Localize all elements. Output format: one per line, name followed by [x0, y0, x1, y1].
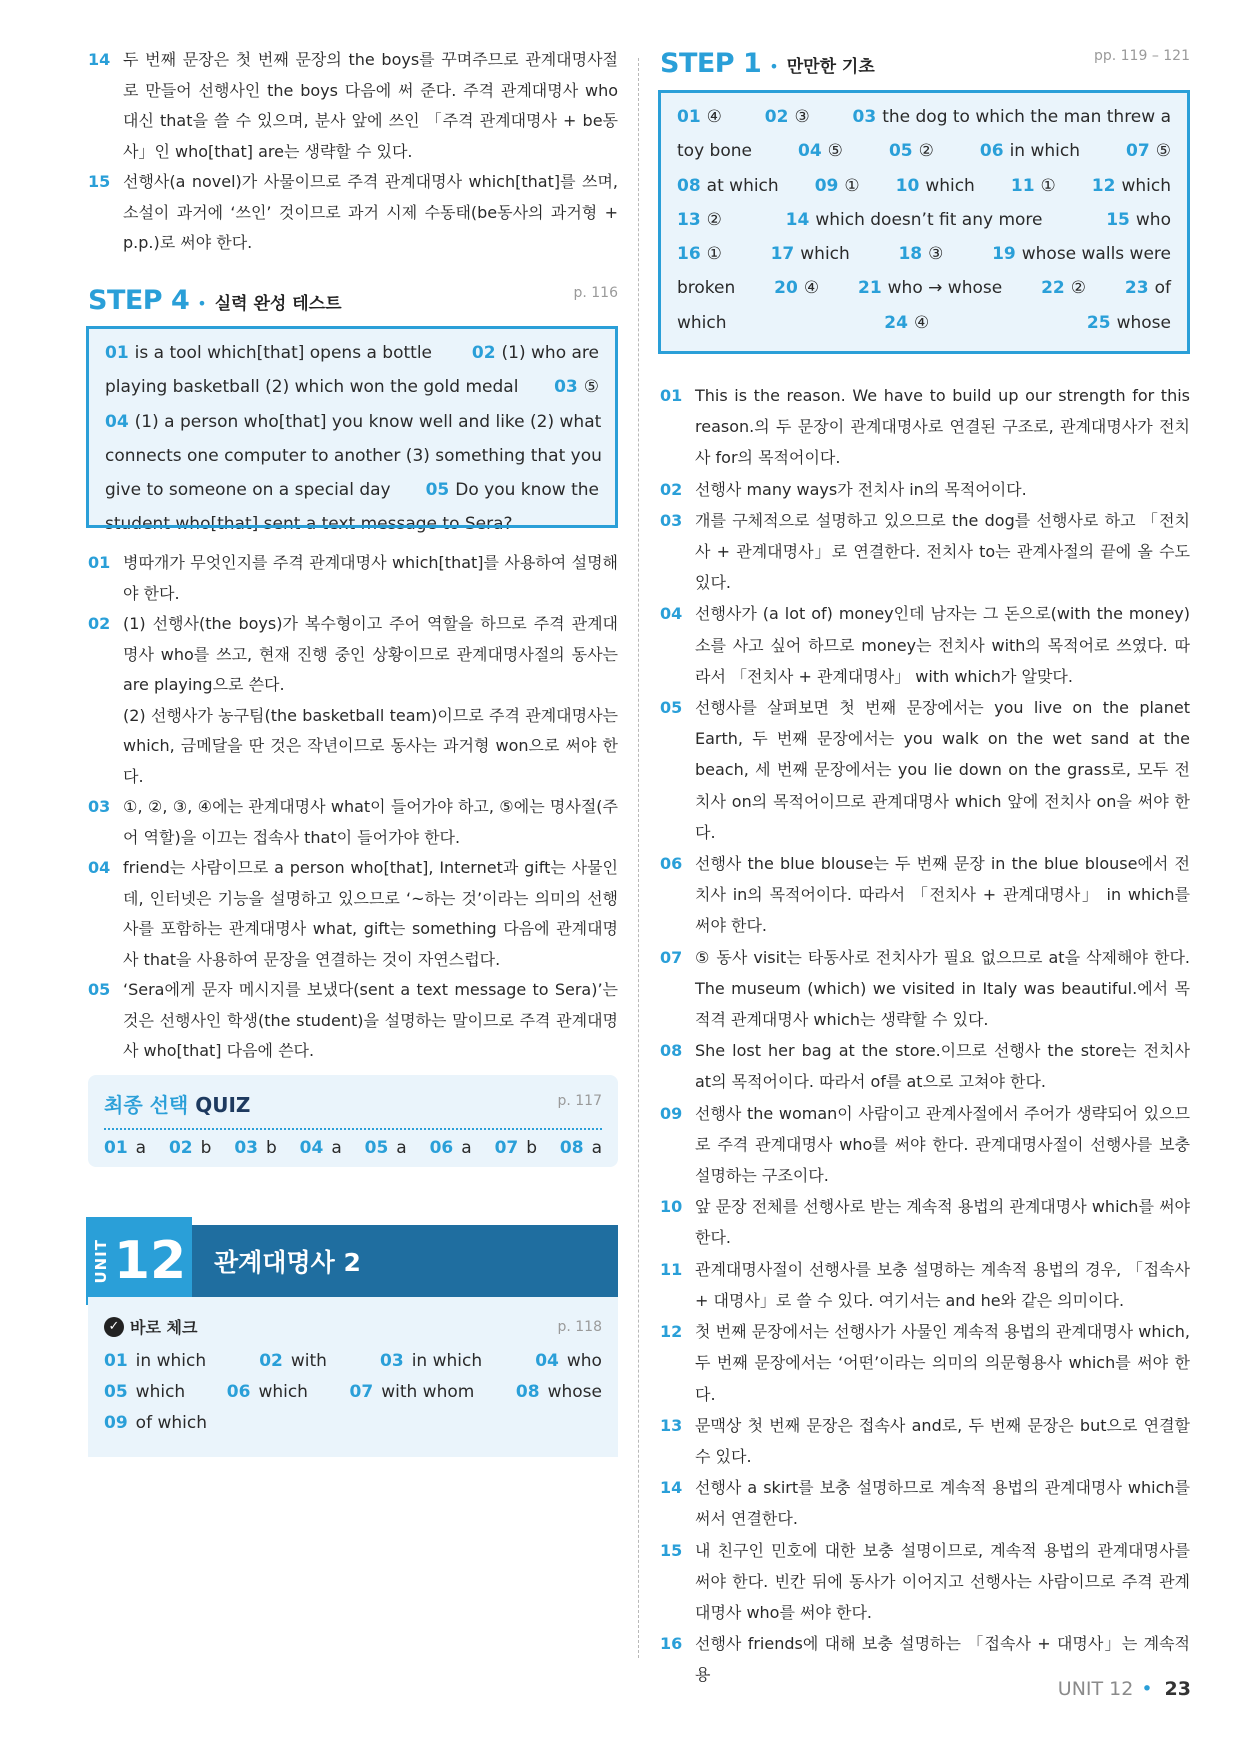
quick-check-number: 09 — [104, 1413, 128, 1433]
quick-check-number: 08 — [515, 1382, 540, 1402]
answer-text: ② — [918, 141, 934, 162]
answer-text: which — [925, 175, 975, 196]
answer-number: 04 — [798, 141, 822, 162]
quiz-number: 06 — [429, 1138, 454, 1158]
quiz-answer — [104, 1138, 146, 1158]
quiz-answers — [104, 1138, 602, 1158]
answer-entry — [765, 100, 810, 134]
explanation-text: She lost her bag at the store.이므로 선행사 the store는 전치사 at의 목적어이다. 따라서 of를 at으로 고쳐야 한다. — [695, 1041, 1190, 1092]
answer-entry — [105, 405, 601, 439]
explanation-number: 01 — [660, 386, 683, 405]
answer-entry — [677, 134, 752, 168]
answer-number: 09 — [814, 175, 839, 196]
answer-text: which — [800, 244, 850, 265]
answer-entry — [1011, 169, 1056, 203]
quiz-number: 05 — [364, 1138, 389, 1158]
answer-number: 03 — [852, 107, 877, 127]
explanation-number: 09 — [660, 1103, 683, 1123]
explanation-number: 01 — [88, 553, 111, 572]
explanation-text: 선행사(a novel)가 사물이므로 주격 관계대명사 which[that]를 쓰며, 소설이 과거에 ‘쓰인’ 것이므로 과거 시제 수동태(be동사의 과거형 + p.p.)로 써야 한다. — [123, 172, 618, 252]
explanation-text: 선행사를 살펴보면 첫 번째 문장에서는 you live on the planet Earth, 두 번째 문장에서는 you walk on the wet sand at the beach, 세 번째 문장에서는 you lie down on the grass로, 모두 전치사 on의 목적어이므로 관계대명사 which 앞에 전치사 on을 써야 한다. — [695, 698, 1190, 842]
explanation-text: 첫 번째 문장에서는 선행사가 사물인 계속적 용법의 관계대명사 which, 두 번째 문장에서는 ‘어떤’이라는 의미의 의문형용사 which를 써야 한다. — [695, 1322, 1190, 1404]
quiz-answer — [430, 1138, 472, 1158]
answer-number: 02 — [471, 343, 496, 363]
answer-text: ② — [1070, 278, 1086, 299]
explanation-number: 13 — [660, 1415, 683, 1435]
quick-check-row — [104, 1346, 602, 1377]
answer-entry — [1092, 169, 1171, 203]
step4-title: 실력 완성 테스트 — [214, 294, 342, 314]
explanation-number: 14 — [660, 1478, 683, 1498]
unit-banner — [88, 1225, 618, 1297]
answer-text: at which — [706, 175, 779, 196]
explanation-number: 15 — [88, 172, 111, 191]
explanation-item — [660, 380, 1190, 474]
answer-text: ① — [706, 244, 722, 265]
quick-check-text: of which — [135, 1413, 207, 1433]
quiz-number: 02 — [168, 1138, 193, 1158]
answer-number: 02 — [764, 107, 789, 127]
explanation-item — [660, 505, 1190, 599]
answer-text: connects one computer to another (3) something that you — [105, 445, 602, 466]
quiz-title-b: QUIZ — [195, 1093, 251, 1117]
quick-check-answer — [350, 1377, 475, 1408]
quick-check-answer — [516, 1377, 602, 1408]
quick-check-answer — [104, 1346, 206, 1377]
explanation-text: 앞 문장 전체를 선행사로 받는 계속적 용법의 관계대명사 which를 써야 한다. — [695, 1197, 1190, 1248]
answer-number: 05 — [888, 141, 913, 162]
explanation-number: 08 — [660, 1041, 683, 1061]
answer-entry — [105, 473, 391, 507]
explanation-text: 문맥상 첫 번째 문장은 접속사 and로, 두 번째 문장은 but으로 연결할 수 있다. — [695, 1415, 1190, 1466]
quick-check-number: 07 — [349, 1382, 374, 1402]
answer-entry — [896, 169, 975, 203]
answer-number: 14 — [785, 209, 810, 230]
answer-text: Do you know the — [455, 480, 599, 501]
explanation-text: 선행사 a skirt를 보충 설명하므로 계속적 용법의 관계대명사 which를 써서 연결한다. — [695, 1478, 1190, 1529]
answer-number: 17 — [770, 244, 795, 265]
explanation-text: This is the reason. We have to build up our strength for this reason.의 두 문장이 관계대명사로 연결된 구조로, 관계대명사가 전치사 for의 목적어이다. — [695, 386, 1190, 468]
explanation-text: friend는 사람이므로 a person who[that], Internet과 gift는 사물인데, 인터넷은 기능을 설명하고 있으므로 ‘~하는 것’이라는 의미의 선행사를 포함하는 관계대명사 what, gift는 something 다음에 관계대명사 that을 사용하여 문장을 연결하는 것이 자연스럽다. — [123, 858, 618, 969]
page-footer — [1058, 1678, 1191, 1700]
quick-check-answers — [104, 1346, 602, 1439]
answer-text: toy bone — [677, 141, 752, 162]
answer-text: (1) a person who[that] you know well and like (2) what — [134, 411, 602, 432]
explanation-number: 03 — [660, 510, 683, 530]
quick-check-text: which — [258, 1382, 308, 1402]
answer-entry — [980, 134, 1080, 168]
answer-number: 23 — [1124, 278, 1149, 299]
footer-unit: UNIT 12 — [1057, 1678, 1134, 1700]
step1-dot: • — [769, 57, 779, 76]
explanation-number: 04 — [660, 604, 683, 624]
answer-text: in which — [1009, 141, 1081, 162]
answer-text: ④ — [803, 278, 820, 299]
explanation-item — [660, 1254, 1190, 1316]
answer-entry — [884, 306, 929, 340]
answer-entry — [105, 370, 518, 404]
explanation-number — [88, 701, 123, 793]
step1-word: STEP 1 — [660, 48, 762, 79]
answer-number: 10 — [895, 175, 920, 196]
step1-header — [660, 48, 1190, 79]
quick-check-text: whose — [547, 1382, 602, 1402]
answer-text: (1) who are — [501, 343, 599, 363]
quick-check-row — [104, 1377, 602, 1408]
explanation-item — [660, 1410, 1190, 1472]
left-top-explanations — [88, 45, 618, 259]
quick-check-answer — [380, 1346, 482, 1377]
explanation-text: 내 친구인 민호에 대한 보충 설명이므로, 계속적 용법의 관계대명사를 써야 한다. 빈칸 뒤에 동사가 이어지고 선행사는 사람이므로 주격 관계대명사 who를 써야 한다. — [695, 1540, 1190, 1622]
quick-check-answer — [104, 1408, 207, 1439]
quick-check-number: 03 — [380, 1351, 404, 1371]
answer-text: who → whose — [887, 278, 1003, 299]
unit-number: 12 — [113, 1231, 187, 1291]
answer-entry — [771, 237, 850, 271]
quiz-answer — [495, 1138, 537, 1158]
explanation-item — [660, 692, 1190, 848]
answer-line — [677, 271, 1171, 305]
quiz-number: 08 — [559, 1138, 584, 1158]
answer-text: who — [1135, 209, 1171, 230]
answer-text: ① — [844, 175, 860, 196]
quick-check-text: in which — [411, 1351, 483, 1371]
explanation-text: 선행사 the woman이 사람이고 관계사절에서 주어가 생략되어 있으므로 주격 관계대명사 who를 써야 한다. 관계대명사절이 선행사를 보충 설명하는 구조이다. — [695, 1103, 1190, 1186]
answer-text: broken — [677, 278, 736, 299]
answer-number: 22 — [1041, 278, 1065, 299]
quiz-separator — [104, 1128, 602, 1130]
answer-entry — [858, 271, 1002, 305]
answer-line — [105, 405, 602, 439]
quick-check-text: in which — [135, 1351, 207, 1371]
quiz-answer — [234, 1138, 276, 1158]
explanation-item — [88, 45, 618, 167]
answer-line — [677, 100, 1171, 134]
answer-entry — [889, 134, 934, 168]
quick-check-number: 06 — [226, 1382, 251, 1402]
quick-check-text: with whom — [381, 1382, 475, 1402]
unit-word: UNIT — [91, 1238, 110, 1284]
answer-entry — [677, 271, 735, 305]
answer-line — [677, 203, 1171, 237]
answer-text: whose — [1116, 312, 1171, 333]
answer-number: 03 — [554, 377, 578, 398]
answer-number: 16 — [677, 244, 701, 265]
explanation-item — [88, 792, 618, 853]
answer-text: whose walls were — [1021, 244, 1171, 265]
explanation-number: 03 — [88, 797, 111, 816]
answer-line — [105, 370, 599, 404]
explanation-number: 14 — [88, 50, 111, 69]
explanation-text: 선행사가 (a lot of) money인데 남자는 그 돈으로(with the money) 소를 사고 싶어 하므로 money는 전치사 with의 목적어로 쓰였다. 따라서 「전치사 + 관계대명사」 with which가 알맞다. — [695, 604, 1190, 686]
quiz-choice: b — [265, 1138, 277, 1158]
answer-entry — [1087, 306, 1171, 340]
answer-text: ⑤ — [583, 377, 599, 398]
quick-check-text: which — [135, 1382, 186, 1402]
answer-entry — [105, 336, 432, 370]
answer-text: ② — [706, 209, 722, 230]
answer-entry — [786, 203, 1043, 237]
step4-answer-box — [86, 326, 618, 535]
answer-number: 15 — [1106, 209, 1130, 230]
answer-line — [677, 169, 1171, 203]
explanation-number: 10 — [660, 1197, 683, 1217]
answer-entry — [105, 439, 602, 473]
explanation-text: 선행사 the blue blouse는 두 번째 문장 in the blue blouse에서 전치사 in의 목적어이다. 따라서 「전치사 + 관계대명사」 in which를 써야 한다. — [695, 854, 1190, 936]
answer-text: give to someone on a special day — [105, 480, 391, 501]
answer-entry — [677, 237, 722, 271]
explanation-item — [88, 975, 618, 1067]
check-icon: ✓ — [104, 1317, 124, 1337]
answer-text: ④ — [913, 312, 930, 333]
quick-check-answer — [104, 1377, 185, 1408]
column-divider — [638, 58, 639, 1658]
explanation-text: 두 번째 문장은 첫 번째 문장의 the boys를 꾸며주므로 관계대명사절로 만들어 선행사인 the boys 다음에 써 준다. 주격 관계대명사 who 대신 that을 쓸 수 있으며, 분사 앞에 쓰인 「주격 관계대명사 + be동사」인 who[that] are는 생략할 수 있다. — [123, 50, 618, 161]
answer-text: ⑤ — [827, 141, 843, 162]
answer-text: playing basketball (2) which won the gold medal — [105, 377, 519, 398]
explanation-text: 개를 구체적으로 설명하고 있으므로 the dog를 선행사로 하고 「전치사 + 관계대명사」로 연결한다. 전치사 to는 관계사절의 끝에 올 수도 있다. — [695, 510, 1190, 593]
quick-check-answer — [227, 1377, 308, 1408]
quiz-answer — [169, 1138, 211, 1158]
answer-number: 25 — [1086, 312, 1111, 333]
answer-number: 12 — [1091, 175, 1116, 196]
answer-number: 04 — [105, 411, 129, 432]
answer-entry — [898, 237, 943, 271]
explanation-text: 선행사 friends에 대해 보충 설명하는 「접속사 + 대명사」는 계속적 용 — [695, 1634, 1190, 1685]
quick-check-header — [104, 1315, 602, 1338]
answer-entry — [853, 100, 1171, 134]
quiz-title-a: 최종 선택 — [104, 1093, 196, 1117]
quiz-number: 01 — [104, 1138, 128, 1158]
answer-entry — [992, 237, 1171, 271]
answer-text: ④ — [706, 107, 722, 127]
quick-check-answer — [259, 1346, 327, 1377]
answer-line — [105, 336, 599, 370]
answer-number: 07 — [1126, 141, 1150, 162]
answer-entry — [1106, 203, 1171, 237]
explanation-text: ‘Sera에게 문자 메시지를 보냈다(sent a text message to Sera)’는 것은 선행사인 학생(the student)을 설명하는 말이므로 주격 관계대명사 who[that] 다음에 쓴다. — [123, 980, 618, 1060]
page-number: 23 — [1164, 1678, 1191, 1700]
answer-entry — [1126, 134, 1171, 168]
quiz-choice: b — [526, 1138, 538, 1158]
answer-number: 20 — [774, 278, 798, 299]
answer-entry — [554, 370, 599, 404]
answer-entry — [677, 203, 722, 237]
answer-number: 19 — [992, 244, 1016, 265]
explanation-number: 06 — [660, 854, 683, 874]
step1-page: pp. 119 – 121 — [1093, 48, 1190, 64]
answer-number: 11 — [1010, 175, 1035, 196]
step4-page: p. 116 — [573, 285, 618, 301]
quick-check-row — [104, 1408, 602, 1439]
answer-number: 05 — [425, 480, 450, 501]
answer-number: 13 — [677, 209, 701, 230]
step4-header — [88, 285, 618, 316]
quiz-answer — [365, 1138, 407, 1158]
quick-check-number: 05 — [104, 1382, 128, 1402]
explanation-text: 병따개가 무엇인지를 주격 관계대명사 which[that]를 사용하여 설명해야 한다. — [123, 553, 618, 603]
quick-check-box — [88, 1297, 618, 1457]
quiz-choice: b — [200, 1138, 212, 1158]
quiz-choice: a — [331, 1138, 342, 1158]
quick-check-number: 04 — [535, 1351, 559, 1371]
quiz-number: 04 — [299, 1138, 324, 1158]
explanation-item — [88, 853, 618, 975]
explanation-number: 05 — [88, 980, 111, 999]
answer-entry — [1125, 271, 1171, 305]
explanation-number: 05 — [660, 698, 683, 718]
answer-number: 01 — [677, 107, 701, 127]
quiz-title — [104, 1089, 602, 1118]
answer-entry — [426, 473, 599, 507]
explanation-number: 15 — [660, 1540, 683, 1560]
explanation-item — [660, 1472, 1190, 1534]
answer-number: 18 — [898, 244, 923, 265]
answer-text: is a tool which[that] opens a bottle — [134, 343, 432, 363]
explanation-item — [660, 942, 1190, 1036]
answer-entry — [815, 169, 860, 203]
explanation-item — [88, 701, 618, 793]
quick-check-answer — [535, 1346, 602, 1377]
answer-text: ⑤ — [1155, 141, 1171, 162]
answer-line — [677, 306, 1171, 340]
answer-text: ③ — [794, 107, 810, 127]
footer-dot: • — [1141, 1678, 1153, 1700]
answer-line — [677, 237, 1171, 271]
answer-line — [677, 134, 1171, 168]
explanation-item — [660, 1035, 1190, 1097]
explanation-item — [660, 1191, 1190, 1253]
answer-number: 21 — [857, 278, 882, 299]
explanation-number: 02 — [88, 614, 111, 633]
answer-text: which doesn’t fit any more — [815, 209, 1043, 230]
answer-entry — [677, 306, 727, 340]
left-mid-explanations — [88, 548, 618, 1067]
answer-number: 24 — [884, 312, 908, 333]
explanation-item — [660, 1535, 1190, 1629]
quick-check-text: with — [290, 1351, 327, 1371]
step4-word: STEP 4 — [88, 285, 190, 316]
step1-title: 만만한 기초 — [786, 57, 875, 77]
answer-text: ① — [1040, 175, 1056, 196]
explanation-item — [660, 474, 1190, 505]
final-quiz-box — [88, 1075, 618, 1167]
answer-number: 08 — [677, 175, 701, 196]
step4-dot: • — [197, 294, 207, 313]
answer-entry — [677, 169, 779, 203]
explanation-item — [660, 1098, 1190, 1192]
explanation-item — [88, 167, 618, 259]
quiz-number: 03 — [234, 1138, 258, 1158]
explanation-number: 11 — [660, 1259, 683, 1279]
unit-title: 관계대명사 2 — [214, 1248, 361, 1277]
unit-tab — [86, 1217, 192, 1305]
quick-check-title: 바로 체크 — [130, 1318, 198, 1337]
quiz-choice: a — [591, 1138, 602, 1158]
explanation-text: ①, ②, ③, ④에는 관계대명사 what이 들어가야 하고, ⑤에는 명사절(주어 역할)을 이끄는 접속사 that이 들어가야 한다. — [123, 797, 618, 847]
answer-text: which — [1121, 175, 1171, 196]
answer-line — [105, 507, 599, 541]
explanation-number: 07 — [660, 947, 683, 967]
answer-entry — [798, 134, 843, 168]
answer-entry — [677, 100, 722, 134]
explanation-item — [88, 609, 618, 701]
explanation-item — [88, 548, 618, 609]
answer-entry — [1041, 271, 1086, 305]
right-explanations — [660, 380, 1190, 1691]
answer-text: ③ — [928, 244, 944, 265]
explanation-number: 04 — [88, 858, 111, 877]
answer-line — [105, 439, 602, 473]
answer-line — [105, 473, 599, 507]
quiz-answer — [560, 1138, 602, 1158]
explanation-number: 12 — [660, 1322, 683, 1342]
explanation-text: 관계대명사절이 선행사를 보충 설명하는 계속적 용법의 경우, 「접속사 + 대명사」로 쓸 수 있다. 여기서는 and he와 같은 의미이다. — [695, 1259, 1190, 1310]
step1-answer-box — [658, 90, 1190, 354]
answer-text: the dog to which the man threw a — [882, 107, 1171, 127]
answer-text: of — [1154, 278, 1171, 299]
explanation-item — [660, 598, 1190, 692]
explanation-text: (2) 선행사가 농구팀(the basketball team)이므로 주격 관계대명사는 which, 금메달을 딴 것은 작년이므로 동사는 과거형 won으로 써야 한다. — [123, 705, 618, 786]
answer-text: which — [677, 312, 727, 333]
answer-number: 06 — [979, 141, 1004, 162]
quiz-answer — [300, 1138, 342, 1158]
explanation-text: 선행사 many ways가 전치사 in의 목적어이다. — [695, 479, 1027, 499]
quick-check-number: 02 — [259, 1351, 283, 1371]
explanation-number: 02 — [660, 479, 683, 499]
explanation-item — [660, 1316, 1190, 1410]
quiz-choice: a — [461, 1138, 472, 1158]
quiz-choice: a — [396, 1138, 407, 1158]
answer-text: student who[that] sent a text message to Sera? — [105, 514, 513, 535]
quiz-page: p. 117 — [557, 1093, 602, 1109]
answer-number: 01 — [105, 343, 129, 363]
quick-check-number: 01 — [104, 1351, 128, 1371]
quick-check-page: p. 118 — [557, 1319, 602, 1335]
explanation-text: (1) 선행사(the boys)가 복수형이고 주어 역할을 하므로 주격 관계대명사 who를 쓰고, 현재 진행 중인 상황이므로 관계대명사절의 동사는 are playing으로 쓴다. — [123, 614, 618, 694]
answer-entry — [774, 271, 819, 305]
quick-check-text: who — [566, 1351, 602, 1371]
answer-entry — [472, 336, 599, 370]
answer-entry — [105, 507, 513, 541]
explanation-number: 16 — [660, 1634, 683, 1654]
quiz-number: 07 — [494, 1138, 519, 1158]
quiz-choice: a — [135, 1138, 147, 1158]
explanation-item — [660, 848, 1190, 942]
explanation-text: ⑤ 동사 visit는 타동사로 전치사가 필요 없으므로 at을 삭제해야 한다. The museum (which) we visited in Italy was beautiful.에서 목적격 관계대명사 which는 생략할 수 있다. — [695, 947, 1190, 1030]
